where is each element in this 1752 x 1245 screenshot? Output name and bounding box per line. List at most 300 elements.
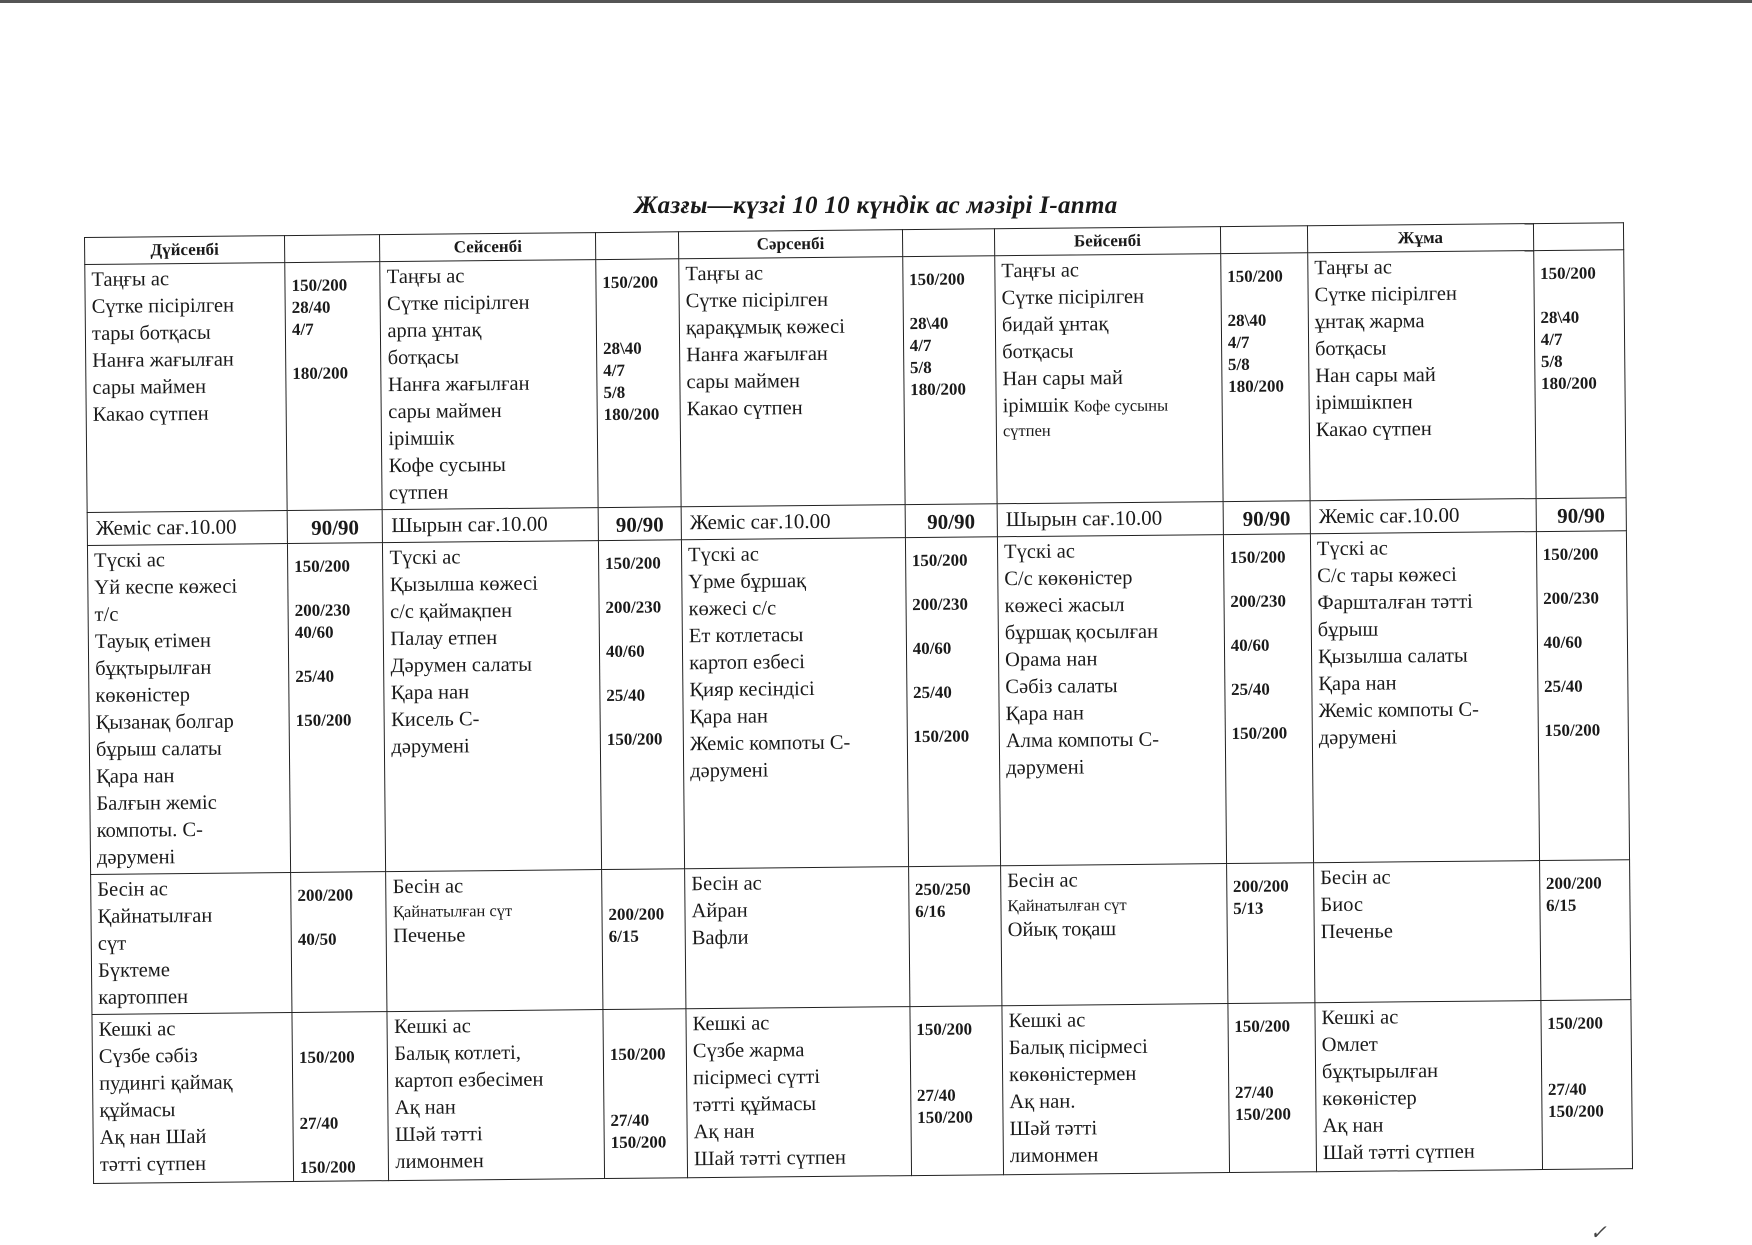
lunch-cell bbox=[87, 544, 290, 875]
breakfast-qty: 4/7 bbox=[1227, 332, 1250, 353]
lunch-qty: 200/230 bbox=[605, 597, 662, 618]
lunch-qty: 25/40 bbox=[606, 685, 646, 706]
day-header-friday: Жұма bbox=[1307, 224, 1533, 253]
breakfast-item: Кофе сусыны bbox=[388, 453, 506, 478]
lunch-item: көжесі с/с bbox=[688, 597, 777, 621]
qty-header bbox=[902, 229, 995, 257]
breakfast-item: ірімшік bbox=[1002, 394, 1069, 418]
breakfast-item: Какао сүтпен bbox=[92, 402, 209, 426]
breakfast-qty: 28\40 bbox=[909, 313, 949, 334]
dinner-item: пісірмесі сүтті bbox=[693, 1065, 821, 1090]
dinner-qty bbox=[300, 1134, 383, 1157]
lunch-qty bbox=[605, 574, 675, 597]
lunch-item: Балғын жеміс bbox=[96, 791, 217, 815]
breakfast-qty: 5/8 bbox=[1540, 351, 1563, 372]
breakfast-item: Сүтке пісірілген bbox=[685, 288, 829, 313]
dinner-qty: 27/40 bbox=[916, 1085, 956, 1106]
lunch-qty: 40/60 bbox=[1230, 635, 1270, 656]
menu-table-body bbox=[85, 223, 1633, 1184]
snack-qty-cell bbox=[905, 504, 998, 538]
lunch-qty bbox=[1544, 697, 1622, 720]
breakfast-qty: 4/7 bbox=[1540, 329, 1563, 350]
breakfast-item: сары маймен bbox=[388, 399, 502, 424]
dinner-qty bbox=[916, 1040, 996, 1063]
lunch-item: Жеміс компоты С- bbox=[1318, 698, 1480, 723]
dinner-qty: 150/200 bbox=[1234, 1016, 1291, 1036]
breakfast-qty: 4/7 bbox=[909, 335, 932, 356]
breakfast-qty bbox=[1540, 284, 1618, 307]
breakfast-qty: 5/8 bbox=[1227, 354, 1250, 375]
menu-table-wrapper bbox=[84, 222, 1633, 1184]
lunch-item: Түскі ас bbox=[94, 549, 166, 572]
dinner-qty: 150/200 bbox=[299, 1157, 356, 1177]
breakfast-item: ірімшік bbox=[388, 427, 455, 451]
lunch-qty: 25/40 bbox=[1231, 679, 1270, 700]
dinner-qty-cell bbox=[1541, 1000, 1633, 1170]
dinner-qty bbox=[1234, 1037, 1308, 1060]
lunch-item: бұрыш bbox=[1317, 618, 1379, 642]
afternoon-qty: 200/200 bbox=[297, 885, 354, 905]
snack-name: Жеміс сағ.10.00 bbox=[95, 514, 237, 540]
breakfast-item: ұнтақ жарма bbox=[1314, 310, 1425, 334]
lunch-qty-cell bbox=[1536, 531, 1630, 861]
afternoon-item: Печенье bbox=[393, 924, 466, 948]
lunch-item: Дәрумен салаты bbox=[390, 653, 533, 678]
lunch-qty: 40/60 bbox=[912, 638, 952, 659]
lunch-item: Түскі ас bbox=[687, 543, 760, 567]
breakfast-qty: 180/200 bbox=[603, 404, 660, 425]
breakfast-qty: 150/200 bbox=[291, 275, 348, 296]
afternoon-item: Бесін ас bbox=[691, 872, 762, 896]
dinner-item: Шәй тәтті bbox=[394, 1123, 483, 1147]
breakfast-cell bbox=[380, 260, 598, 510]
lunch-qty bbox=[1543, 565, 1621, 588]
dinner-cell bbox=[1315, 1001, 1542, 1172]
snack-name: Шырын сағ.10.00 bbox=[391, 511, 548, 538]
breakfast-qty: 5/8 bbox=[909, 357, 932, 378]
dinner-item: Балық котлеті, bbox=[394, 1041, 522, 1066]
lunch-qty-cell bbox=[905, 537, 1000, 867]
lunch-qty bbox=[1231, 656, 1305, 679]
lunch-item: Орама нан bbox=[1004, 648, 1098, 672]
breakfast-cell bbox=[1308, 251, 1536, 501]
breakfast-qty bbox=[603, 315, 673, 338]
dinner-qty bbox=[299, 1090, 382, 1113]
afternoon-item: картоппен bbox=[98, 986, 189, 1009]
lunch-item: Фаршталған тәтті bbox=[1317, 590, 1473, 615]
dinner-item: бұқтырылған bbox=[1321, 1060, 1439, 1084]
lunch-item: көжесі жасыл bbox=[1004, 594, 1125, 618]
snack-qty: 90/90 bbox=[927, 509, 976, 534]
dinner-qty-cell bbox=[292, 1012, 389, 1182]
dinner-qty bbox=[609, 1021, 679, 1044]
lunch-qty: 150/200 bbox=[1544, 720, 1601, 741]
snack-qty: 90/90 bbox=[1557, 503, 1606, 528]
lunch-item: дәрумені bbox=[391, 735, 470, 759]
lunch-item: Түскі ас bbox=[1316, 537, 1388, 561]
lunch-item: Қара нан bbox=[390, 681, 470, 705]
lunch-qty bbox=[1544, 653, 1622, 676]
breakfast-item: Сүтке пісірілген bbox=[387, 291, 530, 316]
breakfast-item: тары ботқасы bbox=[91, 321, 211, 345]
snack-qty-cell bbox=[1536, 498, 1627, 532]
dinner-item: Кешкі ас bbox=[393, 1015, 471, 1039]
breakfast-cell bbox=[85, 263, 287, 513]
dinner-qty bbox=[610, 1087, 680, 1110]
breakfast-item: Какао сүтпен bbox=[1315, 418, 1432, 442]
afternoon-qty bbox=[298, 906, 381, 929]
lunch-cell bbox=[1310, 532, 1539, 863]
breakfast-qty: 180/200 bbox=[292, 363, 349, 384]
lunch-qty: 150/200 bbox=[1231, 723, 1288, 744]
scan-top-edge bbox=[0, 0, 1752, 3]
dinner-item: Ақ нан bbox=[1322, 1114, 1384, 1138]
afternoon-qty: 200/200 bbox=[608, 904, 665, 924]
dinner-qty: 150/200 bbox=[917, 1107, 973, 1128]
dinner-item: лимонмен bbox=[1009, 1144, 1099, 1168]
dinner-item: Сүзбе сәбіз bbox=[98, 1044, 198, 1068]
breakfast-item: Таңғы ас bbox=[91, 268, 170, 291]
lunch-item: Үй кеспе көжесі bbox=[94, 575, 238, 599]
lunch-qty: 25/40 bbox=[1543, 676, 1583, 697]
dinner-item: көкөністермен bbox=[1008, 1062, 1137, 1087]
day-header-thursday: Бейсенбі bbox=[994, 227, 1220, 256]
lunch-qty bbox=[1231, 700, 1305, 723]
breakfast-item: Нанға жағылған bbox=[92, 348, 234, 372]
lunch-item: Қызанақ болгар bbox=[95, 710, 234, 734]
breakfast-item: ботқасы bbox=[1314, 337, 1387, 361]
lunch-item: Үрме бұршақ bbox=[688, 570, 807, 594]
afternoon-qty: 5/13 bbox=[1233, 898, 1264, 918]
lunch-qty: 40/60 bbox=[294, 622, 334, 642]
afternoon-qty: 250/250 bbox=[914, 879, 971, 900]
dinner-item: тәтті сүтпен bbox=[99, 1152, 207, 1176]
afternoon-qty: 6/15 bbox=[608, 926, 639, 946]
dinner-qty bbox=[299, 1024, 382, 1047]
afternoon-qty bbox=[608, 881, 678, 904]
dinner-item: Кешкі ас bbox=[1008, 1009, 1086, 1033]
breakfast-qty: 180/200 bbox=[1228, 376, 1285, 397]
lunch-qty bbox=[912, 571, 992, 594]
breakfast-item: ботқасы bbox=[387, 346, 460, 370]
lunch-item: т/с bbox=[94, 603, 119, 626]
breakfast-item: Таңғы ас bbox=[1314, 256, 1392, 280]
lunch-qty bbox=[606, 706, 676, 729]
afternoon-item: Бесін ас bbox=[1007, 869, 1078, 893]
dinner-qty-cell bbox=[1228, 1003, 1317, 1173]
breakfast-item-extra: Кофе сусыны bbox=[1073, 395, 1169, 416]
lunch-item: Жеміс компоты С- bbox=[689, 731, 851, 756]
lunch-qty bbox=[606, 618, 676, 641]
lunch-item: Алма компоты С- bbox=[1005, 728, 1160, 753]
dinner-item: Шәй тәтті bbox=[1009, 1117, 1098, 1141]
lunch-qty-cell bbox=[288, 543, 387, 873]
lunch-qty: 200/230 bbox=[1543, 588, 1600, 609]
dinner-item: Кешкі ас bbox=[98, 1018, 176, 1041]
dinner-row bbox=[92, 1000, 1633, 1184]
breakfast-item: сүтпен bbox=[1002, 420, 1051, 441]
breakfast-qty-cell bbox=[285, 262, 383, 511]
dinner-qty: 27/40 bbox=[1234, 1082, 1274, 1102]
lunch-qty: 200/230 bbox=[912, 594, 969, 615]
page-title: Жазғы—күзгі 10 10 күндік ас мәзірі I-апта bbox=[634, 192, 1118, 219]
dinner-item: Сүзбе жарма bbox=[692, 1039, 805, 1063]
lunch-item: компоты. С- bbox=[96, 818, 203, 842]
breakfast-qty bbox=[1227, 287, 1301, 310]
lunch-item: дәрумені bbox=[1318, 726, 1398, 750]
lunch-qty: 25/40 bbox=[912, 682, 952, 703]
snack-cell bbox=[1310, 499, 1536, 534]
afternoon-cell bbox=[1001, 864, 1228, 1006]
dinner-qty bbox=[299, 1068, 382, 1091]
lunch-qty bbox=[1230, 612, 1304, 635]
afternoon-item: Қайнатылған сүт bbox=[1007, 895, 1127, 916]
qty-header bbox=[285, 235, 381, 263]
afternoon-qty-cell bbox=[291, 872, 388, 1013]
afternoon-item: сүт bbox=[97, 932, 127, 955]
day-header-tuesday: Сейсенбі bbox=[380, 233, 596, 262]
afternoon-item: Қайнатылған bbox=[97, 904, 213, 928]
dinner-item: құймасы bbox=[99, 1099, 176, 1122]
dinner-item: Ақ нан bbox=[693, 1120, 755, 1144]
lunch-item: Қызылша салаты bbox=[1317, 644, 1468, 669]
breakfast-item: ірімшікпен bbox=[1315, 391, 1413, 415]
lunch-qty: 150/200 bbox=[606, 729, 663, 750]
snack-name: Жеміс сағ.10.00 bbox=[689, 508, 831, 535]
breakfast-item: Сүтке пісірілген bbox=[1314, 282, 1458, 307]
lunch-item: бұршақ қосылған bbox=[1004, 620, 1159, 645]
lunch-qty: 150/200 bbox=[1229, 547, 1286, 568]
dinner-item: Шай тәтті сүтпен bbox=[1322, 1140, 1475, 1165]
dinner-item: Шай тәтті сүтпен bbox=[693, 1146, 847, 1171]
lunch-qty-cell bbox=[1223, 534, 1313, 864]
breakfast-qty: 150/200 bbox=[909, 269, 965, 290]
lunch-qty bbox=[913, 659, 993, 682]
lunch-cell bbox=[383, 541, 602, 872]
breakfast-qty-cell bbox=[596, 259, 681, 508]
breakfast-item: арпа ұнтақ bbox=[387, 319, 482, 343]
lunch-item: с/с қаймақпен bbox=[389, 599, 513, 624]
breakfast-item: Сүтке пісірілген bbox=[91, 294, 235, 318]
breakfast-qty: 28/40 bbox=[291, 297, 331, 318]
afternoon-cell bbox=[1313, 861, 1540, 1003]
dinner-qty: 150/200 bbox=[610, 1132, 667, 1152]
handwritten-mark: ✓ bbox=[1590, 1222, 1607, 1244]
lunch-row bbox=[87, 531, 1629, 875]
afternoon-item: Печенье bbox=[1320, 920, 1393, 944]
snack-cell bbox=[87, 511, 287, 546]
lunch-qty: 150/200 bbox=[1542, 544, 1599, 565]
afternoon-qty: 200/200 bbox=[1545, 873, 1602, 893]
snack-qty: 90/90 bbox=[615, 512, 664, 537]
lunch-qty: 150/200 bbox=[294, 556, 351, 576]
lunch-qty bbox=[295, 687, 378, 710]
dinner-qty: 150/200 bbox=[609, 1044, 666, 1064]
snack-qty-cell bbox=[287, 510, 383, 544]
lunch-item: Қара нан bbox=[96, 765, 175, 788]
afternoon-item: Бесін ас bbox=[1320, 866, 1391, 890]
lunch-item: Тауық етімен bbox=[94, 629, 211, 653]
dinner-item: көкөністер bbox=[1322, 1087, 1417, 1111]
breakfast-item: сүтпен bbox=[388, 481, 449, 505]
breakfast-item: сары маймен bbox=[92, 375, 207, 399]
lunch-item: С/с көкөністер bbox=[1004, 566, 1133, 591]
dinner-qty bbox=[610, 1065, 680, 1088]
breakfast-item: қарақұмық көжесі bbox=[685, 315, 845, 340]
dinner-qty: 150/200 bbox=[916, 1019, 973, 1040]
breakfast-qty: 28\40 bbox=[1227, 310, 1267, 331]
breakfast-qty: 5/8 bbox=[603, 382, 626, 403]
afternoon-qty-cell bbox=[908, 866, 1002, 1007]
lunch-qty bbox=[1543, 609, 1621, 632]
dinner-qty: 150/200 bbox=[1547, 1013, 1604, 1033]
breakfast-qty: 28\40 bbox=[1540, 307, 1580, 328]
breakfast-item: Сүтке пісірілген bbox=[1001, 285, 1145, 310]
lunch-item: Қызылша көжесі bbox=[389, 572, 539, 597]
breakfast-qty: 150/200 bbox=[1227, 266, 1283, 287]
breakfast-qty: 150/200 bbox=[1539, 263, 1596, 284]
lunch-qty bbox=[295, 643, 378, 666]
dinner-item: Кешкі ас bbox=[692, 1012, 770, 1036]
lunch-qty bbox=[294, 577, 377, 600]
breakfast-cell bbox=[679, 257, 905, 507]
afternoon-row bbox=[91, 860, 1631, 1015]
lunch-qty: 150/200 bbox=[604, 553, 661, 574]
qty-header bbox=[1220, 226, 1307, 254]
qty-header bbox=[595, 232, 678, 260]
day-header-wednesday: Сәрсенбі bbox=[678, 230, 902, 259]
afternoon-item: Ойық тоқаш bbox=[1007, 918, 1117, 942]
lunch-item: дәрумені bbox=[96, 846, 176, 869]
lunch-qty: 150/200 bbox=[911, 550, 968, 571]
dinner-item: пудингі қаймақ bbox=[99, 1071, 233, 1095]
lunch-item: Палау етпен bbox=[390, 627, 498, 651]
day-header-monday: Дүйсенбі bbox=[85, 236, 285, 265]
dinner-item: Омлет bbox=[1321, 1033, 1378, 1057]
weekly-menu-table bbox=[84, 222, 1633, 1184]
dinner-cell bbox=[92, 1013, 294, 1184]
afternoon-item: Айран bbox=[691, 899, 748, 923]
dinner-qty bbox=[1235, 1059, 1309, 1082]
snack-name: Жеміс сағ.10.00 bbox=[1318, 502, 1460, 529]
breakfast-item: Нан сары май bbox=[1002, 367, 1124, 391]
afternoon-cell bbox=[386, 870, 603, 1012]
dinner-qty: 150/200 bbox=[1548, 1101, 1604, 1121]
snack-cell bbox=[681, 505, 905, 540]
breakfast-qty: 28\40 bbox=[602, 338, 642, 359]
dinner-item: тәтті құймасы bbox=[693, 1093, 817, 1117]
breakfast-qty bbox=[292, 340, 375, 363]
breakfast-qty bbox=[602, 293, 672, 316]
breakfast-cell bbox=[995, 254, 1223, 504]
dinner-qty: 150/200 bbox=[1235, 1104, 1292, 1124]
dinner-item: Кешкі ас bbox=[1321, 1006, 1399, 1030]
lunch-qty: 40/60 bbox=[1543, 632, 1583, 653]
breakfast-item bbox=[1003, 391, 1216, 420]
snack-cell bbox=[997, 502, 1223, 537]
lunch-item: Қара нан bbox=[1005, 702, 1085, 726]
breakfast-qty: 150/200 bbox=[602, 272, 659, 293]
dinner-item: лимонмен bbox=[395, 1150, 484, 1174]
afternoon-cell bbox=[91, 873, 292, 1015]
lunch-qty: 40/60 bbox=[605, 641, 645, 662]
dinner-qty: 27/40 bbox=[299, 1113, 339, 1133]
breakfast-row bbox=[85, 250, 1626, 513]
dinner-qty bbox=[917, 1062, 997, 1085]
dinner-item: Ақ нан Шай bbox=[99, 1125, 207, 1149]
breakfast-qty bbox=[909, 290, 989, 313]
lunch-item: Қара нан bbox=[689, 705, 769, 729]
snack-qty: 90/90 bbox=[311, 515, 360, 540]
afternoon-item: Бесін ас bbox=[392, 875, 464, 899]
dinner-item: Балық пісірмесі bbox=[1008, 1035, 1148, 1060]
afternoon-qty: 40/50 bbox=[297, 929, 337, 949]
lunch-qty bbox=[912, 615, 992, 638]
dinner-qty bbox=[1547, 1034, 1625, 1057]
afternoon-qty: 6/16 bbox=[915, 901, 946, 922]
breakfast-qty-cell bbox=[902, 256, 997, 505]
snack-name: Шырын сағ.10.00 bbox=[1005, 505, 1163, 532]
lunch-item: дәрумені bbox=[690, 759, 769, 783]
lunch-item: Қияр кесіндісі bbox=[689, 678, 815, 702]
breakfast-qty: 180/200 bbox=[910, 379, 966, 400]
afternoon-item: Қайнатылған сүт bbox=[392, 900, 513, 922]
dinner-qty: 150/200 bbox=[298, 1047, 355, 1067]
lunch-item: көкөністер bbox=[95, 684, 191, 707]
lunch-qty: 25/40 bbox=[295, 666, 335, 686]
breakfast-qty: 180/200 bbox=[1541, 373, 1597, 394]
dinner-qty bbox=[1548, 1056, 1626, 1079]
lunch-item: С/с тары көжесі bbox=[1317, 563, 1457, 588]
breakfast-item: Таңғы ас bbox=[685, 262, 764, 286]
lunch-item: Сәбіз салаты bbox=[1005, 675, 1118, 699]
lunch-qty-cell bbox=[598, 540, 684, 870]
breakfast-item: Какао сүтпен bbox=[686, 397, 803, 421]
lunch-qty bbox=[1230, 568, 1304, 591]
lunch-item: бұрыш салаты bbox=[95, 737, 222, 761]
dinner-cell bbox=[1002, 1004, 1229, 1175]
lunch-qty: 200/230 bbox=[294, 600, 351, 620]
dinner-item: картоп езбесімен bbox=[394, 1068, 544, 1093]
lunch-cell bbox=[997, 535, 1226, 866]
afternoon-cell bbox=[685, 867, 910, 1009]
lunch-item: Кисель С- bbox=[391, 708, 480, 732]
breakfast-qty: 4/7 bbox=[603, 360, 626, 381]
lunch-qty: 150/200 bbox=[295, 710, 352, 730]
snack-qty-cell bbox=[598, 507, 681, 541]
dinner-cell bbox=[387, 1010, 604, 1181]
lunch-item: Қара нан bbox=[1318, 672, 1397, 696]
dinner-item: Ақ нан bbox=[394, 1096, 456, 1120]
afternoon-qty-cell bbox=[1226, 863, 1315, 1004]
lunch-qty bbox=[913, 703, 993, 726]
lunch-item: картоп езбесі bbox=[689, 651, 806, 675]
lunch-qty bbox=[606, 662, 676, 685]
dinner-qty: 27/40 bbox=[610, 1110, 650, 1130]
qty-header bbox=[1533, 223, 1624, 251]
afternoon-item: Бесін ас bbox=[97, 878, 168, 901]
lunch-cell bbox=[681, 538, 908, 869]
breakfast-item: Нанға жағылған bbox=[387, 372, 530, 397]
dinner-cell bbox=[686, 1007, 911, 1178]
afternoon-item: Вафли bbox=[691, 926, 749, 950]
lunch-qty: 200/230 bbox=[1230, 591, 1287, 612]
afternoon-qty: 200/200 bbox=[1232, 876, 1289, 896]
dinner-qty-cell bbox=[603, 1009, 688, 1179]
snack-cell bbox=[383, 508, 599, 543]
afternoon-qty: 6/15 bbox=[1546, 895, 1577, 915]
breakfast-item: Таңғы ас bbox=[1001, 259, 1080, 283]
